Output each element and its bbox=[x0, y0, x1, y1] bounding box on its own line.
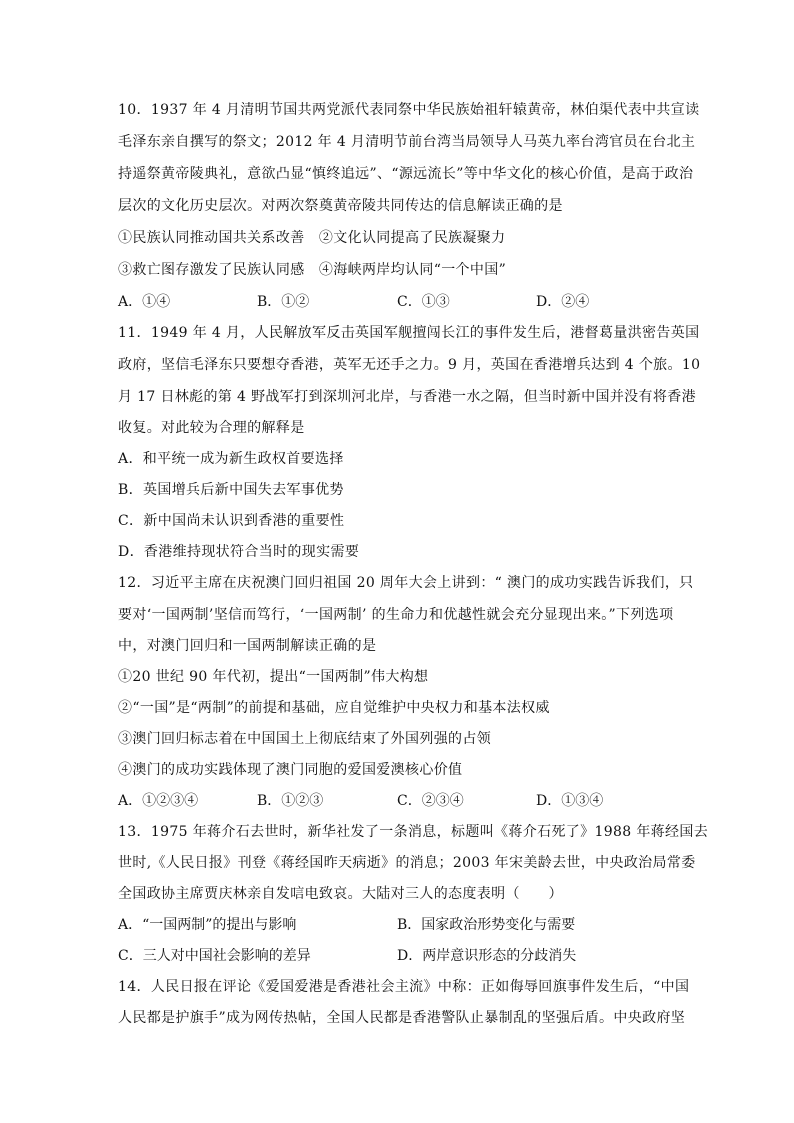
q13-option-a: A．“一国两制”的提出与影响 bbox=[118, 917, 297, 933]
q10-option-a: A．①④ bbox=[118, 294, 171, 310]
q14-stem-line: 14．人民日报在评论《爱国爱港是香港社会主流》中称：正如侮辱回旗事件发生后，“中国 bbox=[118, 979, 690, 995]
q11-stem-line: 11．1949 年 4 月，人民解放军反击英国军舰擅闯长江的事件发生后，港督葛量洪密告英国 bbox=[118, 325, 700, 341]
q10-option-b: B．①② bbox=[257, 294, 310, 310]
q10-stem-line: 10．1937 年 4 月清明节国共两党派代表同祭中华民族始祖轩辕黄帝，林伯渠代表中共宣读 bbox=[118, 102, 700, 118]
q13-stem-line: 世时,《人民日报》刊登《蒋经国昨天病逝》的消息；2003 年宋美龄去世，中央政治局常委 bbox=[118, 855, 696, 871]
q11-stem-line: 收复。对此较为合理的解释是 bbox=[118, 420, 305, 436]
q14-stem-line: 人民都是护旗手”成为网传热帖，全国人民都是香港警队止暴制乱的坚强后盾。中央政府坚 bbox=[118, 1010, 686, 1026]
q10-option-c: C．①③ bbox=[397, 294, 450, 310]
q12-stem-line: 12．习近平主席在庆祝澳门回归祖国 20 周年大会上讲到：“ 澳门的成功实践告诉我们，只 bbox=[118, 575, 694, 591]
q11-option-c: C．新中国尚未认识到香港的重要性 bbox=[118, 513, 345, 529]
q13-option-c: C．三人对中国社会影响的差异 bbox=[118, 948, 311, 964]
q10-item: ③救亡图存激发了民族认同感 ④海峡两岸均认同“一个中国” bbox=[118, 262, 507, 278]
q12-item: ③澳门回归标志着在中国国土上彻底结束了外国列强的占领 bbox=[118, 731, 492, 747]
q12-stem-line: 中，对澳门回归和一国两制解读正确的是 bbox=[118, 638, 377, 654]
q11-option-a: A．和平统一成为新生政权首要选择 bbox=[118, 451, 344, 467]
q12-option-d: D．①③④ bbox=[536, 793, 604, 809]
q10-stem-line: 层次的文化历史层次。对两次祭奠黄帝陵共同传达的信息解读正确的是 bbox=[118, 198, 563, 214]
q11-option-b: B．英国增兵后新中国失去军事优势 bbox=[118, 482, 344, 498]
q11-option-d: D．香港维持现状符合当时的现实需要 bbox=[118, 544, 360, 560]
q12-item: ②“一国”是“两制”的前提和基础，应自觉维护中央权力和基本法权威 bbox=[118, 700, 550, 716]
q10-option-d: D．②④ bbox=[536, 294, 590, 310]
q11-stem-line: 政府，坚信毛泽东只要想夺香港，英军无还手之力。9 月，英国在香港增兵达到 4 个旅。10 bbox=[118, 357, 701, 373]
q13-option-b: B．国家政治形势变化与需要 bbox=[397, 917, 576, 933]
q12-option-c: C．②③④ bbox=[397, 793, 464, 809]
q12-option-a: A．①②③④ bbox=[118, 793, 199, 809]
q12-option-b: B．①②③ bbox=[257, 793, 324, 809]
q10-stem-line: 持遥祭黄帝陵典礼，意欲凸显“慎终追远”、“源远流长”等中华文化的核心价值，是高于政治 bbox=[118, 166, 694, 182]
q10-item: ①民族认同推动国共关系改善 ②文化认同提高了民族凝聚力 bbox=[118, 230, 506, 246]
q11-stem-line: 月 17 日林彪的第 4 野战军打到深圳河北岸，与香港一水之隔，但当时新中国并没有将香港 bbox=[118, 389, 696, 405]
q13-stem-line: 13．1975 年蒋介石去世时，新华社发了一条消息，标题叫《蒋介石死了》1988 年蒋经国去 bbox=[118, 824, 709, 840]
q12-item: ④澳门的成功实践体现了澳门同胞的爱国爱澳核心价值 bbox=[118, 762, 463, 778]
q13-option-d: D．两岸意识形态的分歧消失 bbox=[397, 948, 577, 964]
q12-stem-line: 要对‘一国两制’坚信而笃行，‘一国两制’ 的生命力和优越性就会充分显现出来。”下列选项 bbox=[118, 607, 674, 623]
q12-item: ①20 世纪 90 年代初，提出“一国两制”伟大构想 bbox=[118, 669, 429, 685]
q13-stem-line: 全国政协主席贾庆林亲自发唁电致哀。大陆对三人的态度表明（ ） bbox=[118, 886, 563, 902]
q10-stem-line: 毛泽东亲自撰写的祭文；2012 年 4 月清明节前台湾当局领导人马英九率台湾官员在台北主 bbox=[118, 134, 696, 150]
